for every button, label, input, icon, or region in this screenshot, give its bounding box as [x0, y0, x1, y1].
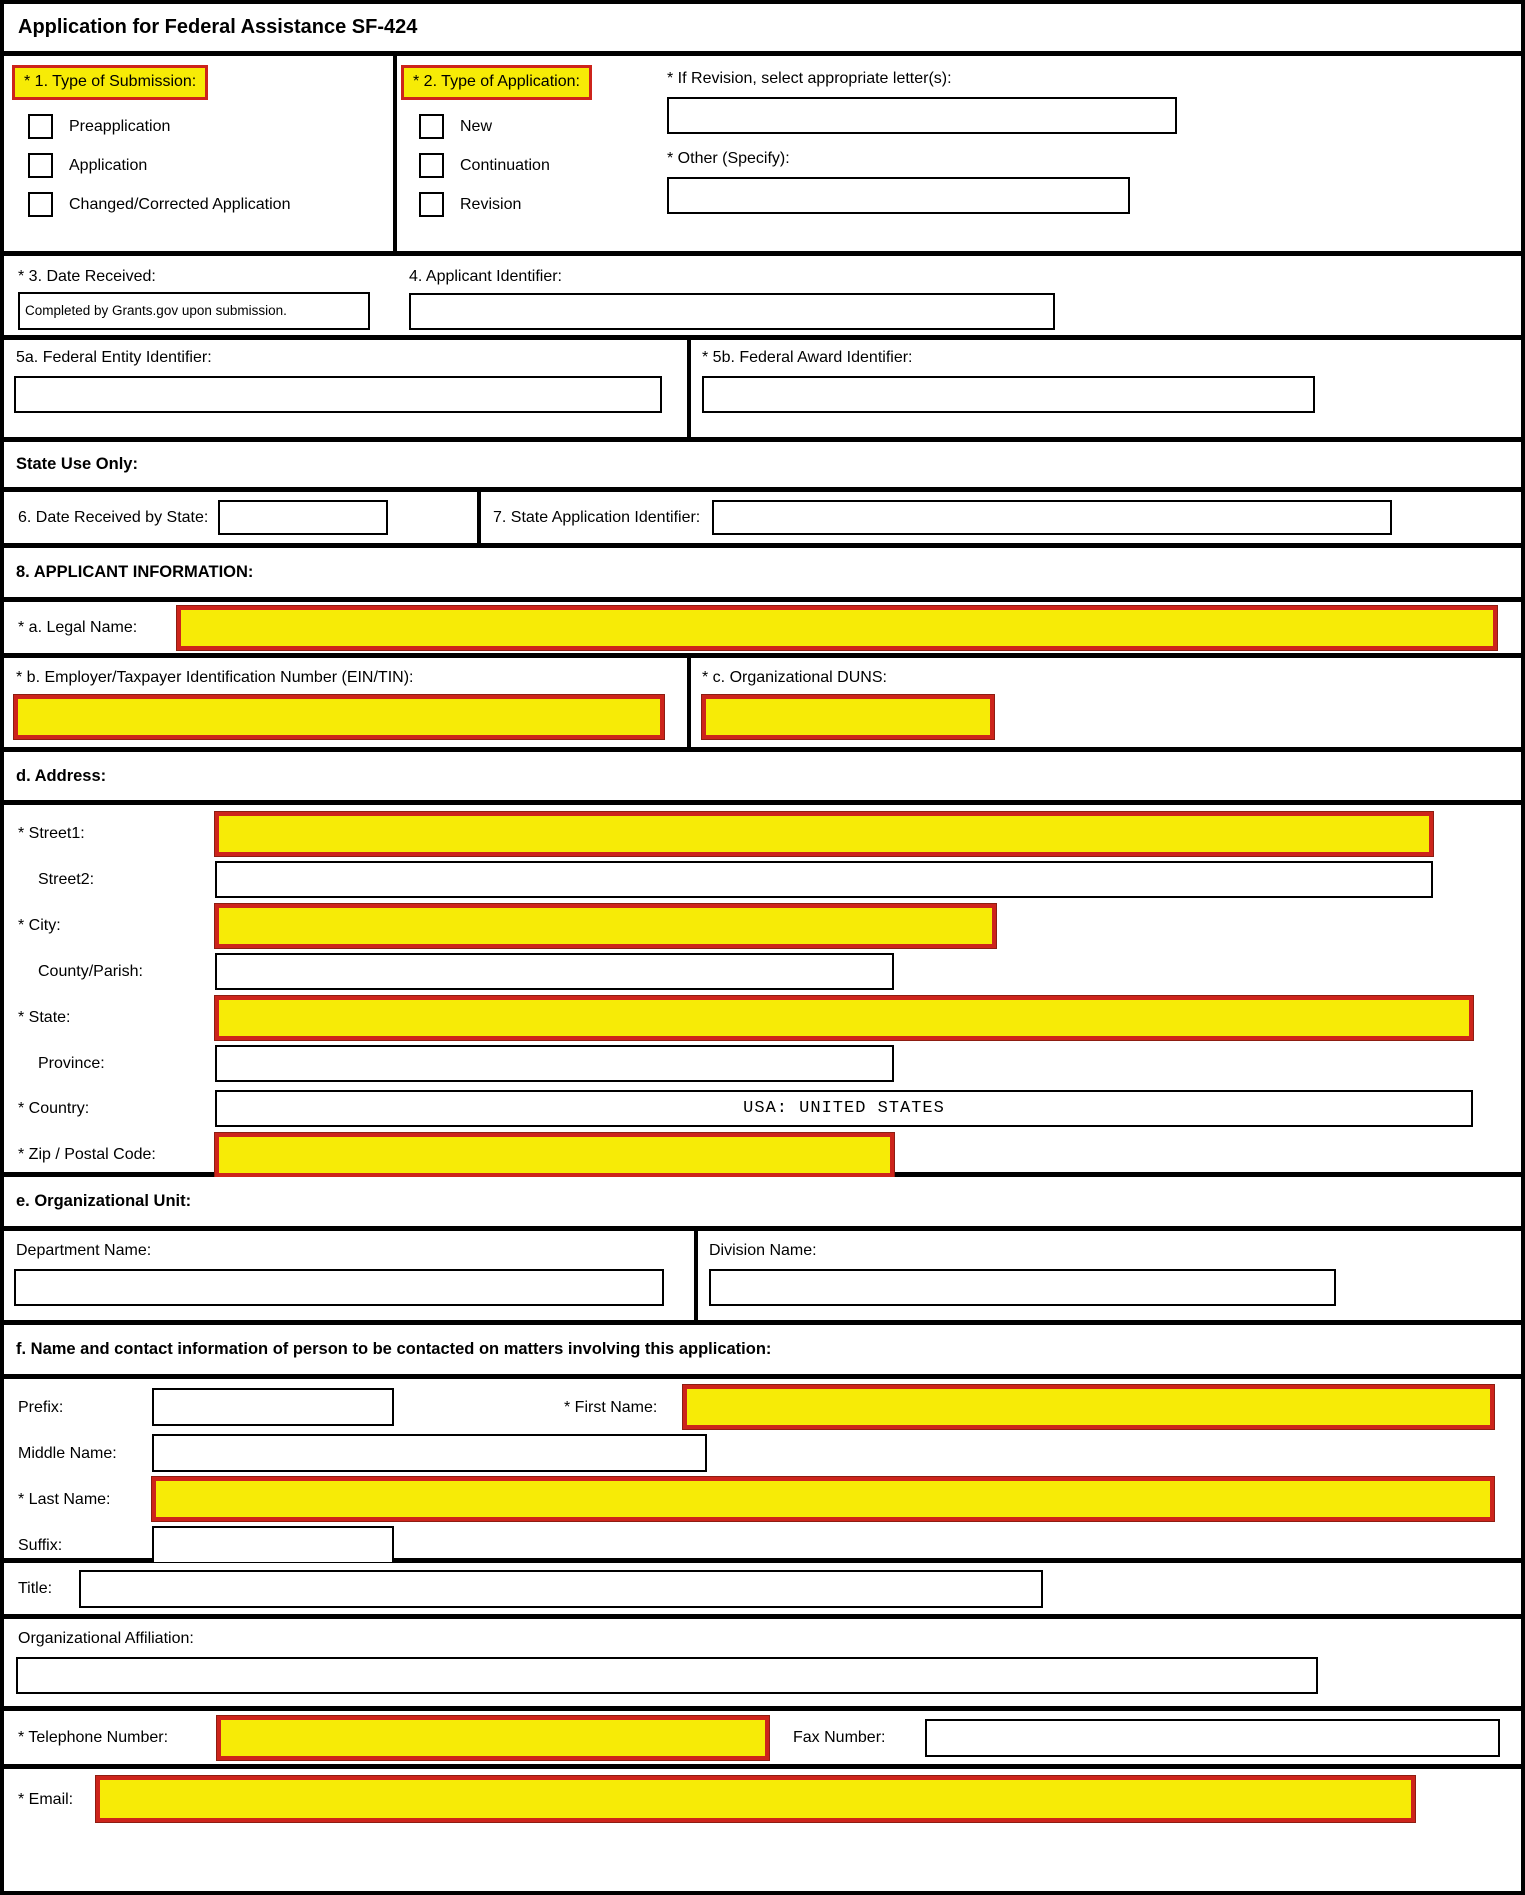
date-received-value: Completed by Grants.gov upon submission. [18, 292, 370, 330]
form-title: Application for Federal Assistance SF-424 [18, 16, 418, 38]
suffix-input[interactable] [152, 1526, 394, 1564]
division-name-input[interactable] [709, 1269, 1336, 1306]
street2-input[interactable] [215, 861, 1433, 898]
state-label: * State: [18, 1009, 71, 1026]
first-name-input[interactable] [683, 1385, 1494, 1429]
duns-input[interactable] [702, 695, 994, 739]
type-of-application-section [393, 56, 1521, 251]
fax-input[interactable] [925, 1719, 1500, 1757]
contact-title-row [4, 1563, 1521, 1619]
state-application-identifier-label: 7. State Application Identifier: [493, 509, 701, 526]
federal-entity-identifier-label: 5a. Federal Entity Identifier: [16, 349, 212, 366]
checkbox-revision[interactable] [419, 192, 444, 217]
checkbox-new-label: New [460, 117, 493, 135]
legal-name-row [4, 602, 1521, 658]
contact-title-input[interactable] [79, 1570, 1043, 1608]
checkbox-revision-label: Revision [460, 195, 522, 213]
telephone-fax-row [4, 1711, 1521, 1769]
type-sections-row [4, 56, 1521, 256]
province-label: Province: [38, 1055, 105, 1072]
address-header-row [4, 752, 1521, 805]
form-title-row [4, 4, 1521, 56]
street1-input[interactable] [215, 812, 1433, 856]
other-specify-input[interactable] [667, 177, 1130, 214]
checkbox-changed-corrected[interactable] [28, 192, 53, 217]
checkbox-preapplication[interactable] [28, 114, 53, 139]
ein-duns-row [4, 658, 1521, 752]
province-input[interactable] [215, 1045, 894, 1082]
checkbox-application-label: Application [69, 156, 148, 174]
federal-award-identifier-label: * 5b. Federal Award Identifier: [702, 349, 913, 366]
organizational-affiliation-row [4, 1619, 1521, 1711]
checkbox-continuation-label: Continuation [460, 156, 550, 174]
ein-input[interactable] [14, 695, 664, 739]
state-application-identifier-input[interactable] [712, 500, 1392, 535]
county-label: County/Parish: [38, 963, 143, 980]
street2-label: Street2: [38, 871, 95, 888]
city-label: * City: [18, 917, 61, 934]
country-label: * Country: [18, 1100, 90, 1117]
email-row [4, 1769, 1521, 1829]
fax-label: Fax Number: [793, 1729, 886, 1746]
date-received-row [4, 256, 1521, 340]
checkbox-preapplication-label: Preapplication [69, 117, 171, 135]
last-name-label: * Last Name: [18, 1490, 111, 1508]
date-received-label: * 3. Date Received: [18, 268, 156, 285]
department-name-label: Department Name: [16, 1242, 152, 1259]
contact-title-label: Title: [18, 1580, 53, 1597]
applicant-identifier-label: 4. Applicant Identifier: [409, 268, 562, 285]
other-specify-label: * Other (Specify): [667, 150, 790, 167]
prefix-label: Prefix: [18, 1398, 64, 1416]
email-label: * Email: [18, 1790, 74, 1808]
checkbox-changed-corrected-label: Changed/Corrected Application [69, 195, 291, 213]
organizational-affiliation-label: Organizational Affiliation: [18, 1630, 194, 1647]
type-of-submission-section [4, 56, 393, 251]
city-input[interactable] [215, 904, 996, 948]
applicant-identifier-input[interactable] [409, 293, 1055, 330]
checkbox-new[interactable] [419, 114, 444, 139]
legal-name-input[interactable] [177, 606, 1497, 650]
applicant-information-header-row [4, 548, 1521, 602]
zip-input[interactable] [215, 1133, 894, 1177]
contact-person-header: f. Name and contact information of person to be contacted on matters involving this application: [16, 1340, 772, 1358]
department-division-row [4, 1231, 1521, 1325]
telephone-input[interactable] [217, 1716, 769, 1760]
organizational-unit-header: e. Organizational Unit: [16, 1192, 192, 1210]
checkbox-application[interactable] [28, 153, 53, 178]
street1-label: * Street1: [18, 825, 85, 842]
middle-name-label: Middle Name: [18, 1444, 117, 1462]
department-name-input[interactable] [14, 1269, 664, 1306]
division-name-label: Division Name: [709, 1242, 817, 1259]
address-header: d. Address: [16, 766, 107, 785]
federal-award-identifier-input[interactable] [702, 376, 1315, 413]
address-section [4, 805, 1521, 1177]
middle-name-input[interactable] [152, 1434, 707, 1472]
state-input[interactable] [215, 996, 1473, 1040]
county-input[interactable] [215, 953, 894, 990]
legal-name-label: * a. Legal Name: [18, 619, 138, 636]
revision-letters-input[interactable] [667, 97, 1177, 134]
country-input[interactable] [215, 1090, 1473, 1127]
contact-name-section [4, 1379, 1521, 1563]
federal-entity-identifier-input[interactable] [14, 376, 662, 413]
prefix-input[interactable] [152, 1388, 394, 1426]
applicant-information-header: 8. APPLICANT INFORMATION: [16, 563, 254, 581]
date-received-by-state-label: 6. Date Received by State: [18, 509, 209, 526]
first-name-label: * First Name: [564, 1398, 658, 1416]
federal-identifier-row [4, 340, 1521, 442]
contact-person-header-row [4, 1325, 1521, 1379]
telephone-label: * Telephone Number: [18, 1729, 169, 1746]
zip-label: * Zip / Postal Code: [18, 1146, 156, 1163]
type-of-application-label: * 2. Type of Application: [401, 65, 592, 100]
type-of-submission-label: * 1. Type of Submission: [12, 65, 208, 100]
organizational-affiliation-input[interactable] [16, 1657, 1318, 1694]
state-received-row [4, 492, 1521, 548]
last-name-input[interactable] [152, 1477, 1494, 1521]
revision-letters-label: * If Revision, select appropriate letter(s): [667, 70, 952, 87]
ein-label: * b. Employer/Taxpayer Identification Number (EIN/TIN): [16, 669, 414, 686]
state-use-only-header-row [4, 442, 1521, 492]
email-input[interactable] [96, 1776, 1415, 1822]
date-received-by-state-input[interactable] [218, 500, 388, 535]
checkbox-continuation[interactable] [419, 153, 444, 178]
duns-label: * c. Organizational DUNS: [702, 669, 887, 686]
organizational-unit-header-row [4, 1177, 1521, 1231]
state-use-only-label: State Use Only: [16, 455, 138, 473]
suffix-label: Suffix: [18, 1536, 63, 1554]
